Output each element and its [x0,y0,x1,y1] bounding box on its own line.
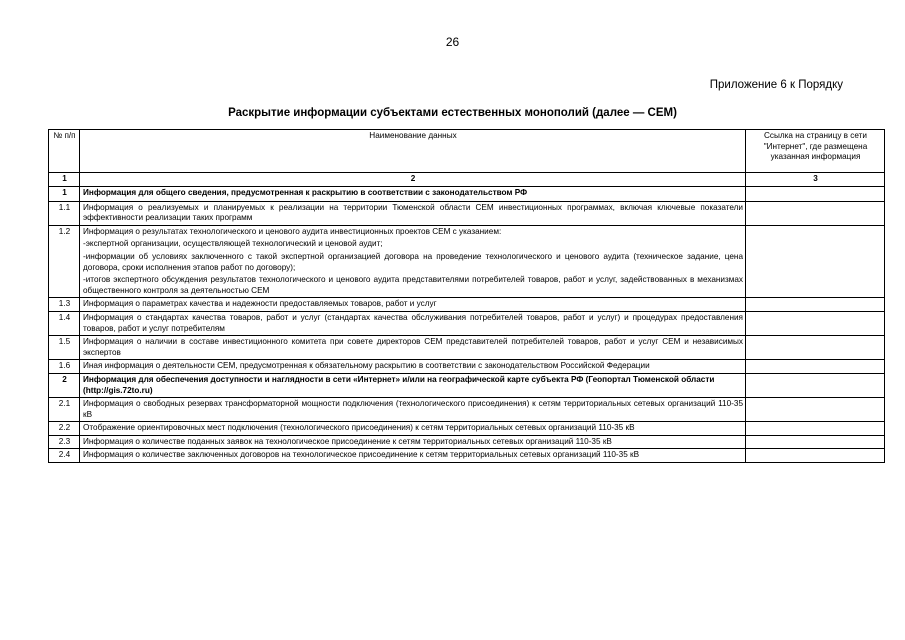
row-link-cell [746,201,885,225]
header-data-name: Наименование данных [80,130,746,173]
table-row [49,360,885,374]
row-number: 1.5 [49,336,80,360]
row-link-cell [746,449,885,463]
row-number: 1 [49,186,80,201]
row-number: 1.6 [49,360,80,374]
row-number: 2.1 [49,398,80,422]
row-text: Информация о параметрах качества и надежности предоставляемых товаров, работ и услуг [80,298,746,312]
row-text: Информация о наличии в составе инвестиционного комитета при совете директоров СЕМ представителей потребителей товаров, работ и услуг СЕМ и независимых экспертов [80,336,746,360]
table-row [49,398,885,422]
header-internet-link: Ссылка на страницу в сети "Интернет", где размещена указанная информация [746,130,885,173]
header-number: № п/п [49,130,80,173]
row-text: Отображение ориентировочных мест подключения (технологического присоединения) к сетям территориальных сетевых организаций 110-35 кВ [80,422,746,436]
row-link-cell [746,311,885,335]
row-text: Информация для общего сведения, предусмотренная к раскрытию в соответствии с законодательством РФ [80,186,746,201]
row-text: Информация о количестве заключенных договоров на технологическое присоединение к сетям территориальных сетевых организаций 110-35 кВ [80,449,746,463]
row-text: -итогов экспертного обсуждения результатов технологического и ценового аудита представителями потребителей товаров, работ и услуг, задействованных в механизмах общественного контроля за деятельностью СЕМ [83,275,743,295]
table-row [49,449,885,463]
appendix-label: Приложение 6 к Порядку [709,79,843,91]
row-number: 2.2 [49,422,80,436]
row-number: 1.2 [49,225,80,298]
row-link-cell [746,398,885,422]
column-index: 2 [80,173,746,187]
disclosure-table [48,129,885,463]
table-row-section [49,373,885,397]
column-index-row [49,173,885,187]
table-header-row [49,130,885,173]
document-title: Раскрытие информации субъектами естественных монополий (далее — СЕМ) [228,107,677,119]
row-number: 1.1 [49,201,80,225]
row-text-cell [80,225,746,298]
table-row [49,298,885,312]
row-link-cell [746,186,885,201]
table-row [49,225,885,298]
table-row-section [49,186,885,201]
row-number: 2.4 [49,449,80,463]
row-text: Информация о свободных резервах трансформаторной мощности подключения (технологического присоединения) к сетям территориальных сетевых организаций 110-35 кВ [80,398,746,422]
row-text: Информация для обеспечения доступности и наглядности в сети «Интернет» и/или на географической карте субъекта РФ (Геопортал Тюменской области (http://gis.72to.ru) [80,373,746,397]
table-row [49,336,885,360]
row-link-cell [746,336,885,360]
row-text: -экспертной организации, осуществляющей технологический и ценовой аудит; [83,239,383,249]
row-number: 1.4 [49,311,80,335]
row-text: Информация о результатах технологического и ценового аудита инвестиционных проектов СЕМ с указанием: [83,226,502,236]
row-number: 2 [49,373,80,397]
row-text: Информация о стандартах качества товаров, работ и услуг (стандартах качества обслуживания потребителей товаров, работ и услуг) и процедурах предоставления товаров, работ и услуг потребителям [80,311,746,335]
row-text: Иная информация о деятельности СЕМ, предусмотренная к обязательному раскрытию в соответствии с законодательством Российской Федерации [80,360,746,374]
row-text: Информация о реализуемых и планируемых к реализации на территории Тюменской области СЕМ инвестиционных программах, включая ключевые показатели эффективности реализации таких программ [80,201,746,225]
table-row [49,422,885,436]
row-link-cell [746,435,885,449]
row-link-cell [746,225,885,298]
page-number: 26 [445,35,460,49]
row-text: -информации об условиях заключенного с такой экспертной организацией договора на проведение технологического и ценового аудита (техническое задание, цена договора, сроки исполнения этапов работ по договору); [83,251,743,272]
row-link-cell [746,373,885,397]
row-link-cell [746,422,885,436]
row-text: Информация о количестве поданных заявок на технологическое присоединение к сетям территориальных сетевых организаций 110-35 кВ [80,435,746,449]
column-index: 1 [49,173,80,187]
row-link-cell [746,360,885,374]
row-number: 2.3 [49,435,80,449]
table-row [49,311,885,335]
column-index: 3 [746,173,885,187]
row-link-cell [746,298,885,312]
table-row [49,435,885,449]
table-row [49,201,885,225]
row-number: 1.3 [49,298,80,312]
